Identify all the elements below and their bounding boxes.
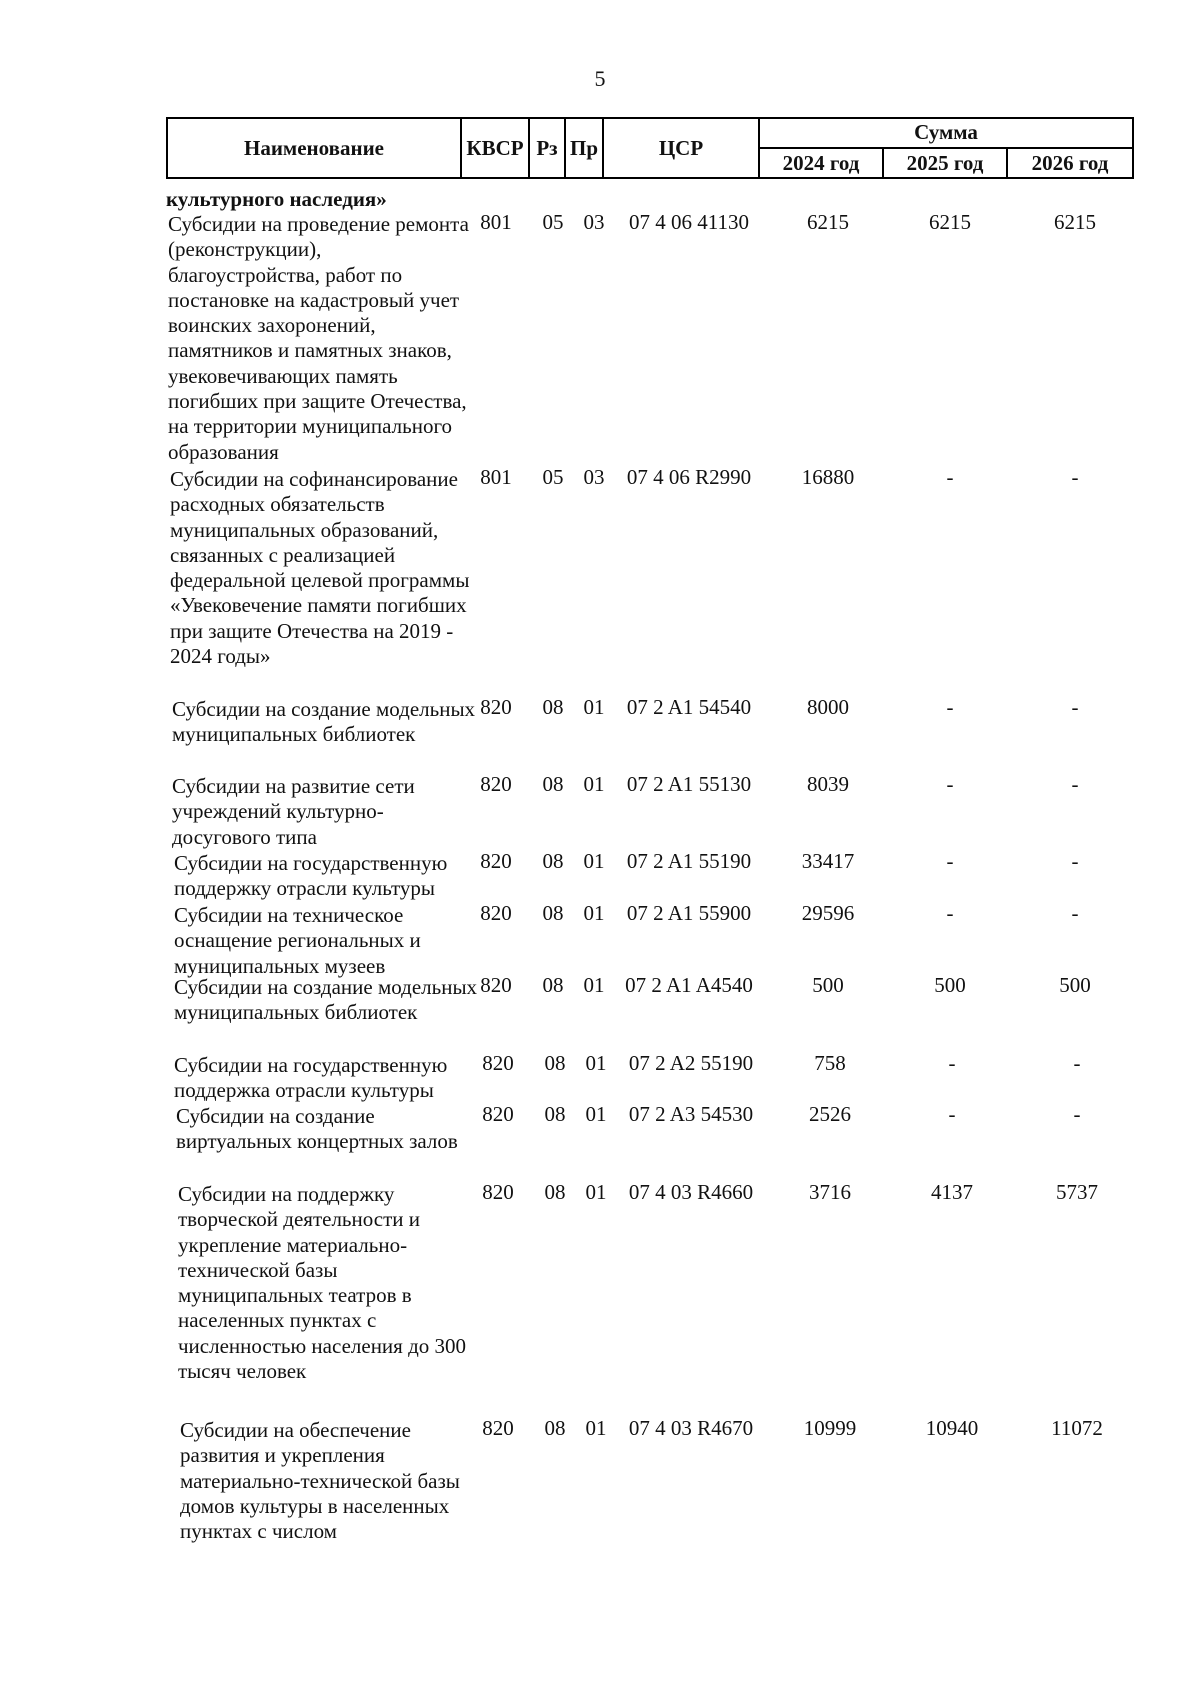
row-2026: - (1071, 901, 1079, 925)
row-csr: 07 2 A1 55900 (626, 901, 752, 925)
row-kvsr: 801 (480, 465, 512, 489)
row-rz: 05 (542, 465, 564, 489)
row-name: Субсидии на поддержку творческой деятельности и укрепление материально-технической базы муниципальных театров в населенных пунктах с численностью населения до 300 тысяч человек (178, 1182, 467, 1384)
row-pr: 01 (585, 1102, 607, 1126)
row-kvsr: 820 (480, 849, 512, 873)
row-rz: 05 (542, 210, 564, 234)
row-2025: 10940 (925, 1416, 979, 1440)
row-2026: - (1073, 1102, 1081, 1126)
row-kvsr: 820 (480, 772, 512, 796)
row-pr: 03 (583, 465, 605, 489)
row-pr: 01 (585, 1180, 607, 1204)
row-2025: 500 (934, 973, 966, 997)
row-rz: 08 (542, 973, 564, 997)
row-2026: 500 (1059, 973, 1091, 997)
row-2026: 5737 (1056, 1180, 1098, 1204)
row-name: Субсидии на развитие сети учреждений культурно-досугового типа (172, 774, 415, 849)
row-name: Субсидии на создание модельных муниципальных библиотек (174, 975, 478, 1025)
header-divider-sum (758, 147, 1134, 149)
row-2026: - (1073, 1051, 1081, 1075)
row-pr: 01 (583, 973, 605, 997)
row-csr: 07 4 03 R4670 (628, 1416, 754, 1440)
row-rz: 08 (544, 1051, 566, 1075)
row-kvsr: 820 (482, 1102, 514, 1126)
row-pr: 01 (583, 849, 605, 873)
row-rz: 08 (542, 695, 564, 719)
row-kvsr: 820 (480, 973, 512, 997)
row-rz: 08 (542, 849, 564, 873)
header-csr: ЦСР (658, 136, 704, 160)
row-kvsr: 820 (482, 1416, 514, 1440)
row-kvsr: 820 (482, 1051, 514, 1075)
table-header (166, 117, 1134, 179)
row-2025: 6215 (929, 210, 971, 234)
row-name: Субсидии на государственную поддержку отрасли культуры (174, 851, 448, 901)
row-2024: 758 (814, 1051, 846, 1075)
row-2024: 2526 (809, 1102, 851, 1126)
row-pr: 01 (583, 901, 605, 925)
row-rz: 08 (544, 1180, 566, 1204)
row-kvsr: 820 (480, 901, 512, 925)
row-csr: 07 2 A1 54540 (626, 695, 752, 719)
row-2025: - (946, 901, 954, 925)
row-pr: 01 (583, 772, 605, 796)
row-2024: 8039 (807, 772, 849, 796)
header-2024: 2024 год (782, 151, 860, 175)
row-csr: 07 4 03 R4660 (628, 1180, 754, 1204)
row-2026: - (1071, 695, 1079, 719)
row-2024: 10999 (803, 1416, 857, 1440)
row-2026: - (1071, 849, 1079, 873)
row-pr: 03 (583, 210, 605, 234)
row-name: Субсидии на техническое оснащение региональных и муниципальных музеев (174, 903, 421, 978)
header-kvsr: КВСР (466, 136, 524, 160)
row-2026: 6215 (1054, 210, 1096, 234)
row-2026: - (1071, 772, 1079, 796)
row-2024: 8000 (807, 695, 849, 719)
row-2026: 11072 (1051, 1416, 1103, 1440)
header-border-top (166, 117, 1134, 119)
row-2025: - (946, 772, 954, 796)
row-2024: 29596 (801, 901, 855, 925)
row-kvsr: 820 (482, 1180, 514, 1204)
row-2025: - (948, 1102, 956, 1126)
row-pr: 01 (585, 1051, 607, 1075)
row-csr: 07 2 A3 54530 (628, 1102, 754, 1126)
row-pr: 01 (583, 695, 605, 719)
row-name: Субсидии на создание виртуальных концертных залов (176, 1104, 458, 1154)
row-csr: 07 2 A1 55190 (626, 849, 752, 873)
header-2026: 2026 год (1031, 151, 1109, 175)
continuation-text: культурного наследия» (166, 187, 387, 211)
row-kvsr: 820 (480, 695, 512, 719)
row-rz: 08 (544, 1102, 566, 1126)
row-name: Субсидии на обеспечение развития и укрепления материально-технической базы домов культуры в населенных пунктах с числом (180, 1418, 460, 1544)
row-2025: - (948, 1051, 956, 1075)
header-sum: Сумма (914, 120, 978, 144)
row-2025: - (946, 849, 954, 873)
row-2025: - (946, 465, 954, 489)
row-2025: - (946, 695, 954, 719)
header-2025: 2025 год (906, 151, 984, 175)
row-rz: 08 (542, 901, 564, 925)
row-2026: - (1071, 465, 1079, 489)
row-csr: 07 2 A1 55130 (626, 772, 752, 796)
row-csr: 07 4 06 R2990 (626, 465, 752, 489)
row-2024: 3716 (809, 1180, 851, 1204)
row-csr: 07 4 06 41130 (629, 210, 749, 234)
row-2024: 6215 (807, 210, 849, 234)
row-name: Субсидии на государственную поддержка отрасли культуры (174, 1053, 448, 1103)
header-rz: Рз (536, 136, 558, 160)
row-2024: 500 (812, 973, 844, 997)
header-pr: Пр (569, 136, 598, 160)
row-name: Субсидии на софинансирование расходных обязательств муниципальных образований, связанных с реализацией федеральной целевой программы «Увековечение памяти погибших при защите Отечества на 2019 - 2024 годы» (170, 467, 470, 669)
row-name: Субсидии на проведение ремонта (реконструкции), благоустройства, работ по постановке на кадастровый учет воинских захоронений, памятников и памятных знаков, увековечивающих память погибших при защите Отечества, на территории муниципального образования (168, 212, 469, 464)
row-pr: 01 (585, 1416, 607, 1440)
row-name: Субсидии на создание модельных муниципальных библиотек (172, 697, 476, 747)
row-2025: 4137 (931, 1180, 973, 1204)
row-rz: 08 (544, 1416, 566, 1440)
header-border-bottom (166, 177, 1134, 179)
row-rz: 08 (542, 772, 564, 796)
row-2024: 33417 (801, 849, 855, 873)
row-csr: 07 2 A2 55190 (628, 1051, 754, 1075)
row-2024: 16880 (801, 465, 855, 489)
row-csr: 07 2 A1 A4540 (625, 973, 753, 997)
row-kvsr: 801 (480, 210, 512, 234)
header-name: Наименование (244, 136, 384, 160)
